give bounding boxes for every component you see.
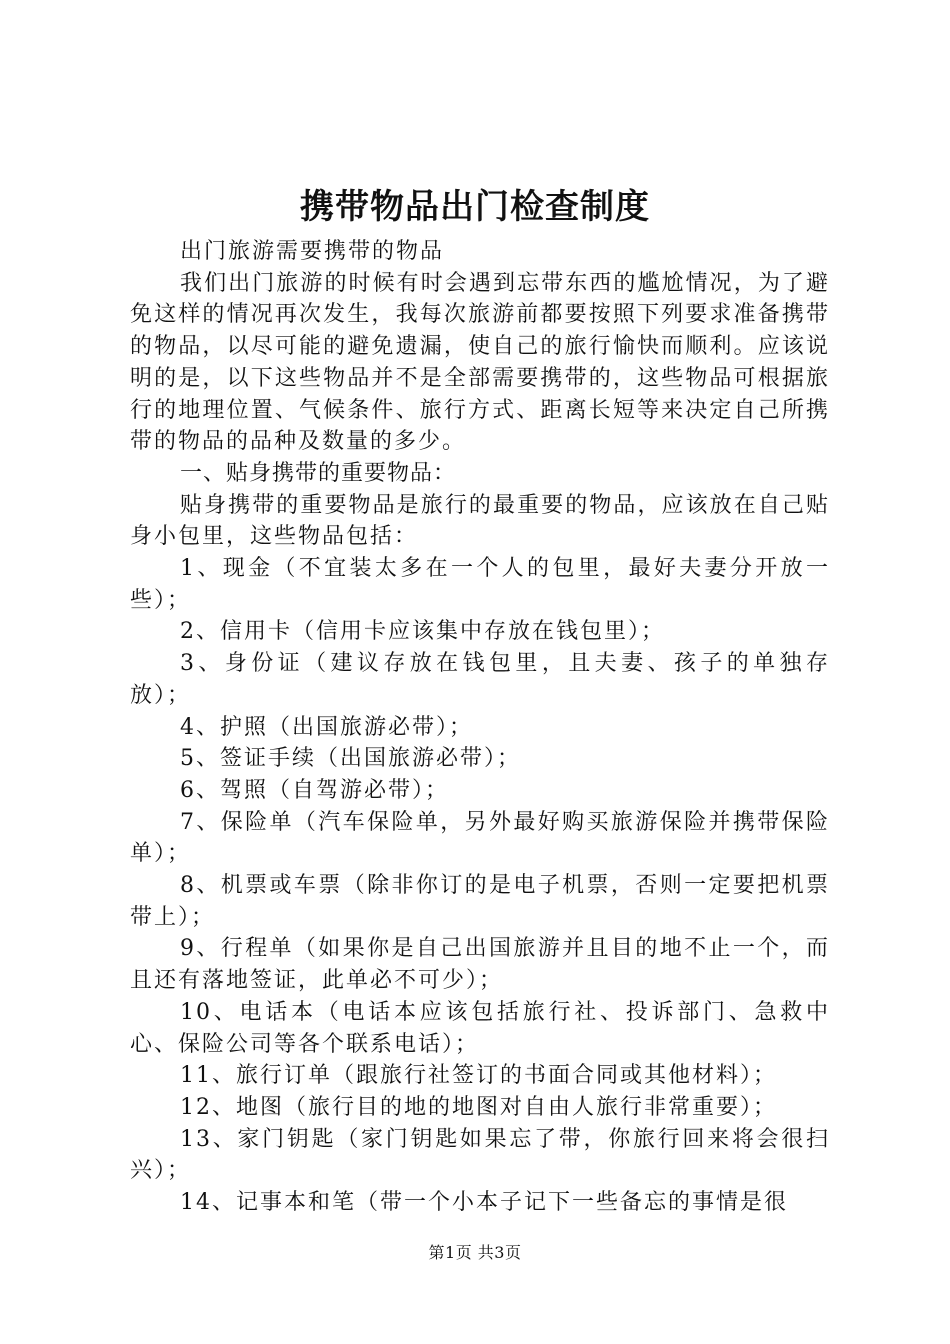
list-item: 4、护照（出国旅游必带）； [180, 714, 473, 740]
list-item: 8、机票或车票（除非你订的是电子机票，否则一定要把机票带上）； [130, 873, 830, 930]
list-item: 12、地图（旅行目的地的地图对自由人旅行非常重要）； [180, 1094, 777, 1120]
list-item: 11、旅行订单（跟旅行社签订的书面合同或其他材料）； [180, 1063, 777, 1089]
page-footer: 第1页 共3页 [428, 1243, 522, 1262]
list-item: 2、信用卡（信用卡应该集中存放在钱包里）； [180, 619, 665, 645]
document-title: 携带物品出门检查制度 [300, 187, 650, 227]
list-item: 5、签证手续（出国旅游必带）； [180, 746, 521, 772]
list-item: 9、行程单（如果你是自己出国旅游并且目的地不止一个，而且还有落地签证，此单必不可少）； [130, 936, 830, 994]
list-item: 10、电话本（电话本应该包括旅行社、投诉部门、急救中心、保险公司等各个联系电话）； [130, 999, 830, 1057]
list-item: 7、保险单（汽车保险单，另外最好购买旅游保险并携带保险单）； [130, 809, 830, 867]
document-body [130, 236, 830, 1219]
list-item: 3、身份证（建议存放在钱包里，且夫妻、孩子的单独存放）； [130, 651, 830, 708]
list-item: 13、家门钥匙（家门钥匙如果忘了带，你旅行回来将会很扫兴）； [130, 1126, 830, 1184]
list-item: 1、现金（不宜装太多在一个人的包里，最好夫妻分开放一些）； [130, 556, 830, 613]
section-heading: 一、贴身携带的重要物品： [180, 460, 457, 486]
paragraph-section-intro: 贴身携带的重要物品是旅行的最重要的物品，应该放在自己贴身小包里，这些物品包括： [130, 492, 830, 550]
list-item: 14、记事本和笔（带一个小本子记下一些备忘的事情是很 [180, 1190, 788, 1216]
paragraph-intro: 我们出门旅游的时候有时会遇到忘带东西的尴尬情况，为了避免这样的情况再次发生，我每次旅游前都要按照下列要求准备携带的物品，以尽可能的避免遗漏，使自己的旅行愉快而顺利。应该说明的是，以下这些物品并不是全部需要携带的，这些物品可根据旅行的地理位置、气候条件、旅行方式、距离长短等来决定自己所携带的物品的品种及数量的多少。 [130, 270, 830, 455]
list-item: 6、驾照（自驾游必带）； [180, 777, 449, 803]
paragraph-subtitle: 出门旅游需要携带的物品 [180, 239, 445, 264]
